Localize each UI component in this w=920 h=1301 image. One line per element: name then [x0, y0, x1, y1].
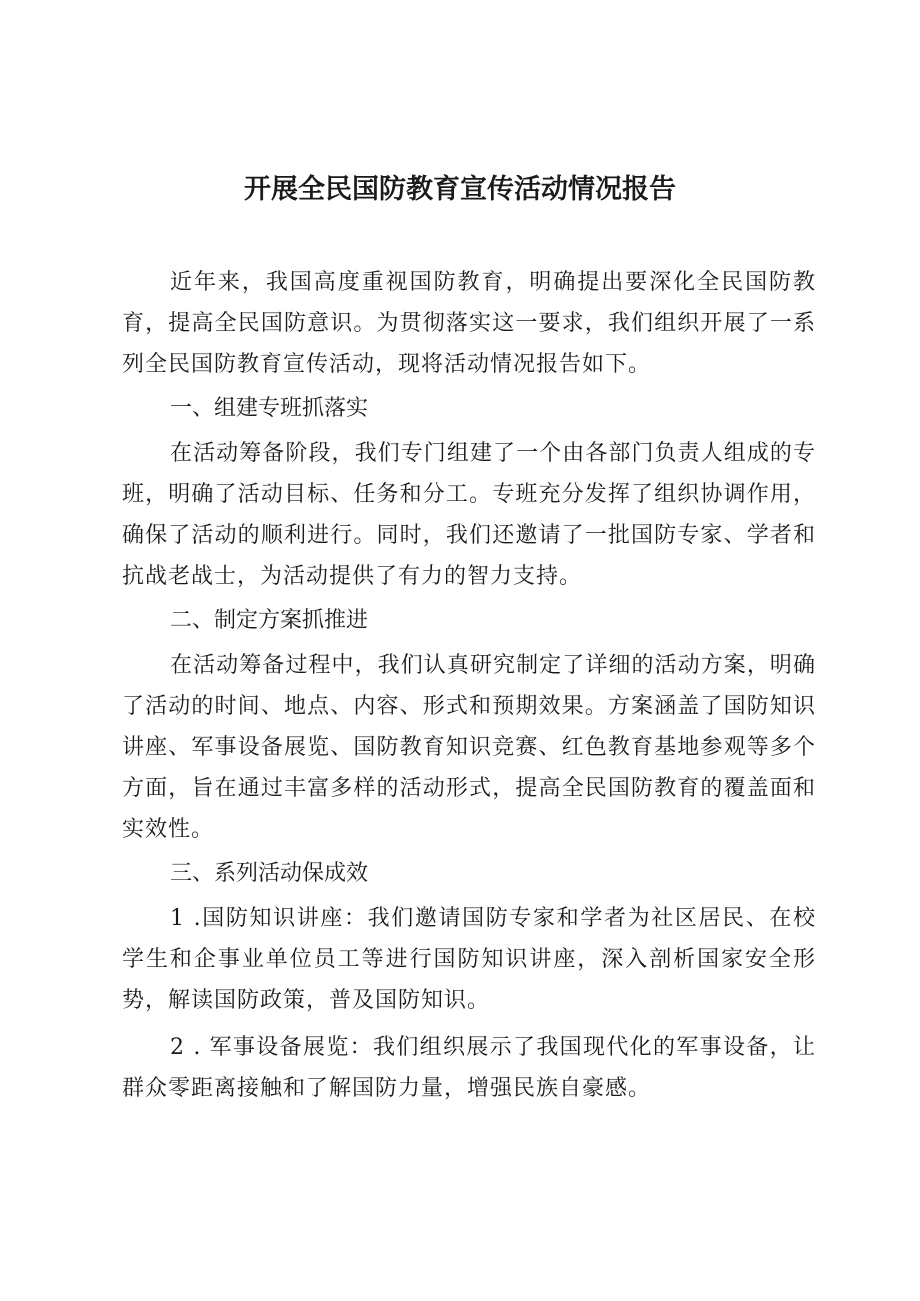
- list-item-2: 2 . 军事设备展览：我们组织展示了我国现代化的军事设备，让群众零距离接触和了解国防力量，增强民族自豪感。: [122, 1035, 816, 1101]
- list-item-1: 1 .国防知识讲座：我们邀请国防专家和学者为社区居民、在校学生和企事业单位员工等进行国防知识讲座，深入剖析国家安全形势，解读国防政策，普及国防知识。: [122, 906, 816, 1013]
- document-body: [122, 262, 816, 1109]
- section-heading-2: 二、制定方案抓推进: [170, 608, 369, 633]
- intro-paragraph: 近年来，我国高度重视国防教育，明确提出要深化全民国防教育，提高全民国防意识。为贯彻落实这一要求，我们组织开展了一系列全民国防教育宣传活动，现将活动情况报告如下。: [122, 270, 816, 377]
- document-title: 开展全民国防教育宣传活动情况报告: [244, 174, 676, 205]
- section-heading-3: 三、系列活动保成效: [170, 861, 369, 886]
- section-paragraph-1: 在活动筹备阶段，我们专门组建了一个由各部门负责人组成的专班，明确了活动目标、任务和分工。专班充分发挥了组织协调作用，确保了活动的顺利进行。同时，我们还邀请了一批国防专家、学者和抗战老战士，为活动提供了有力的智力支持。: [122, 441, 816, 589]
- section-heading-1: 一、组建专班抓落实: [170, 396, 369, 421]
- section-paragraph-2: 在活动筹备过程中，我们认真研究制定了详细的活动方案，明确了活动的时间、地点、内容、形式和预期效果。方案涵盖了国防知识讲座、军事设备展览、国防教育知识竞赛、红色教育基地参观等多个方面，旨在通过丰富多样的活动形式，提高全民国防教育的覆盖面和实效性。: [122, 653, 816, 842]
